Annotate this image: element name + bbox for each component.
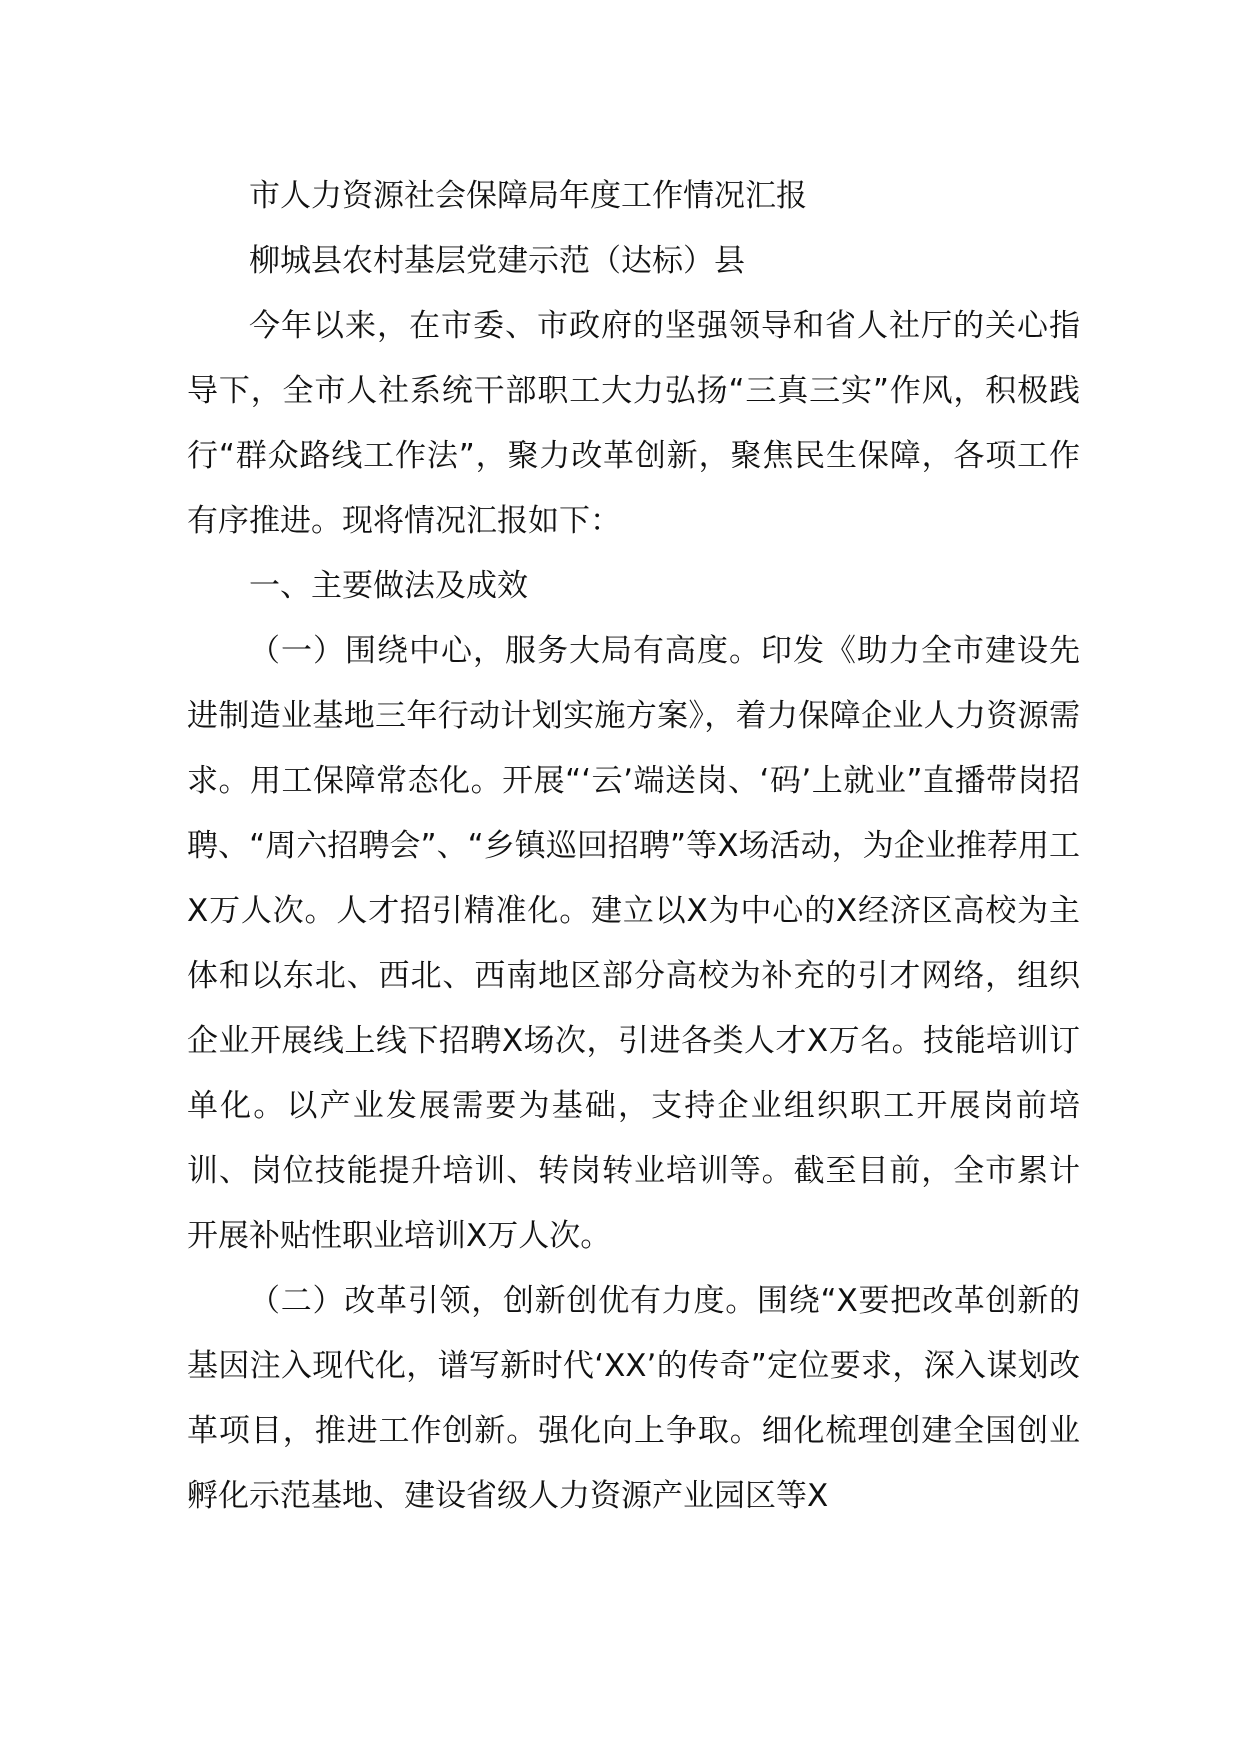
document-body	[187, 164, 1080, 1529]
document-title: 市人力资源社会保障局年度工作情况汇报	[249, 178, 807, 214]
document-subtitle: 柳城县农村基层党建示范（达标）县	[249, 243, 745, 279]
body-paragraph-2: （二）改革引领，创新创优有力度。围绕“X要把改革创新的基因注入现代化，谱写新时代‘XX’的传奇”定位要求，深入谋划改革项目，推进工作创新。强化向上争取。细化梳理创建全国创业孵化示范基地、建设省级人力资源产业园区等X	[187, 1283, 1080, 1514]
section-heading: 一、主要做法及成效	[249, 568, 528, 604]
intro-paragraph: 今年以来，在市委、市政府的坚强领导和省人社厅的关心指导下，全市人社系统干部职工大力弘扬“三真三实”作风，积极践行“群众路线工作法”，聚力改革创新，聚焦民生保障，各项工作有序推进。现将情况汇报如下：	[187, 308, 1080, 539]
body-paragraph-1: （一）围绕中心，服务大局有高度。印发《助力全市建设先进制造业基地三年行动计划实施方案》，着力保障企业人力资源需求。用工保障常态化。开展“‘云’端送岗、‘码’上就业”直播带岗招聘、“周六招聘会”、“乡镇巡回招聘”等X场活动，为企业推荐用工X万人次。人才招引精准化。建立以X为中心的X经济区高校为主体和以东北、西北、西南地区部分高校为补充的引才网络，组织企业开展线上线下招聘X场次，引进各类人才X万名。技能培训订单化。以产业发展需要为基础，支持企业组织职工开展岗前培训、岗位技能提升培训、转岗转业培训等。截至目前，全市累计开展补贴性职业培训X万人次。	[187, 633, 1080, 1254]
